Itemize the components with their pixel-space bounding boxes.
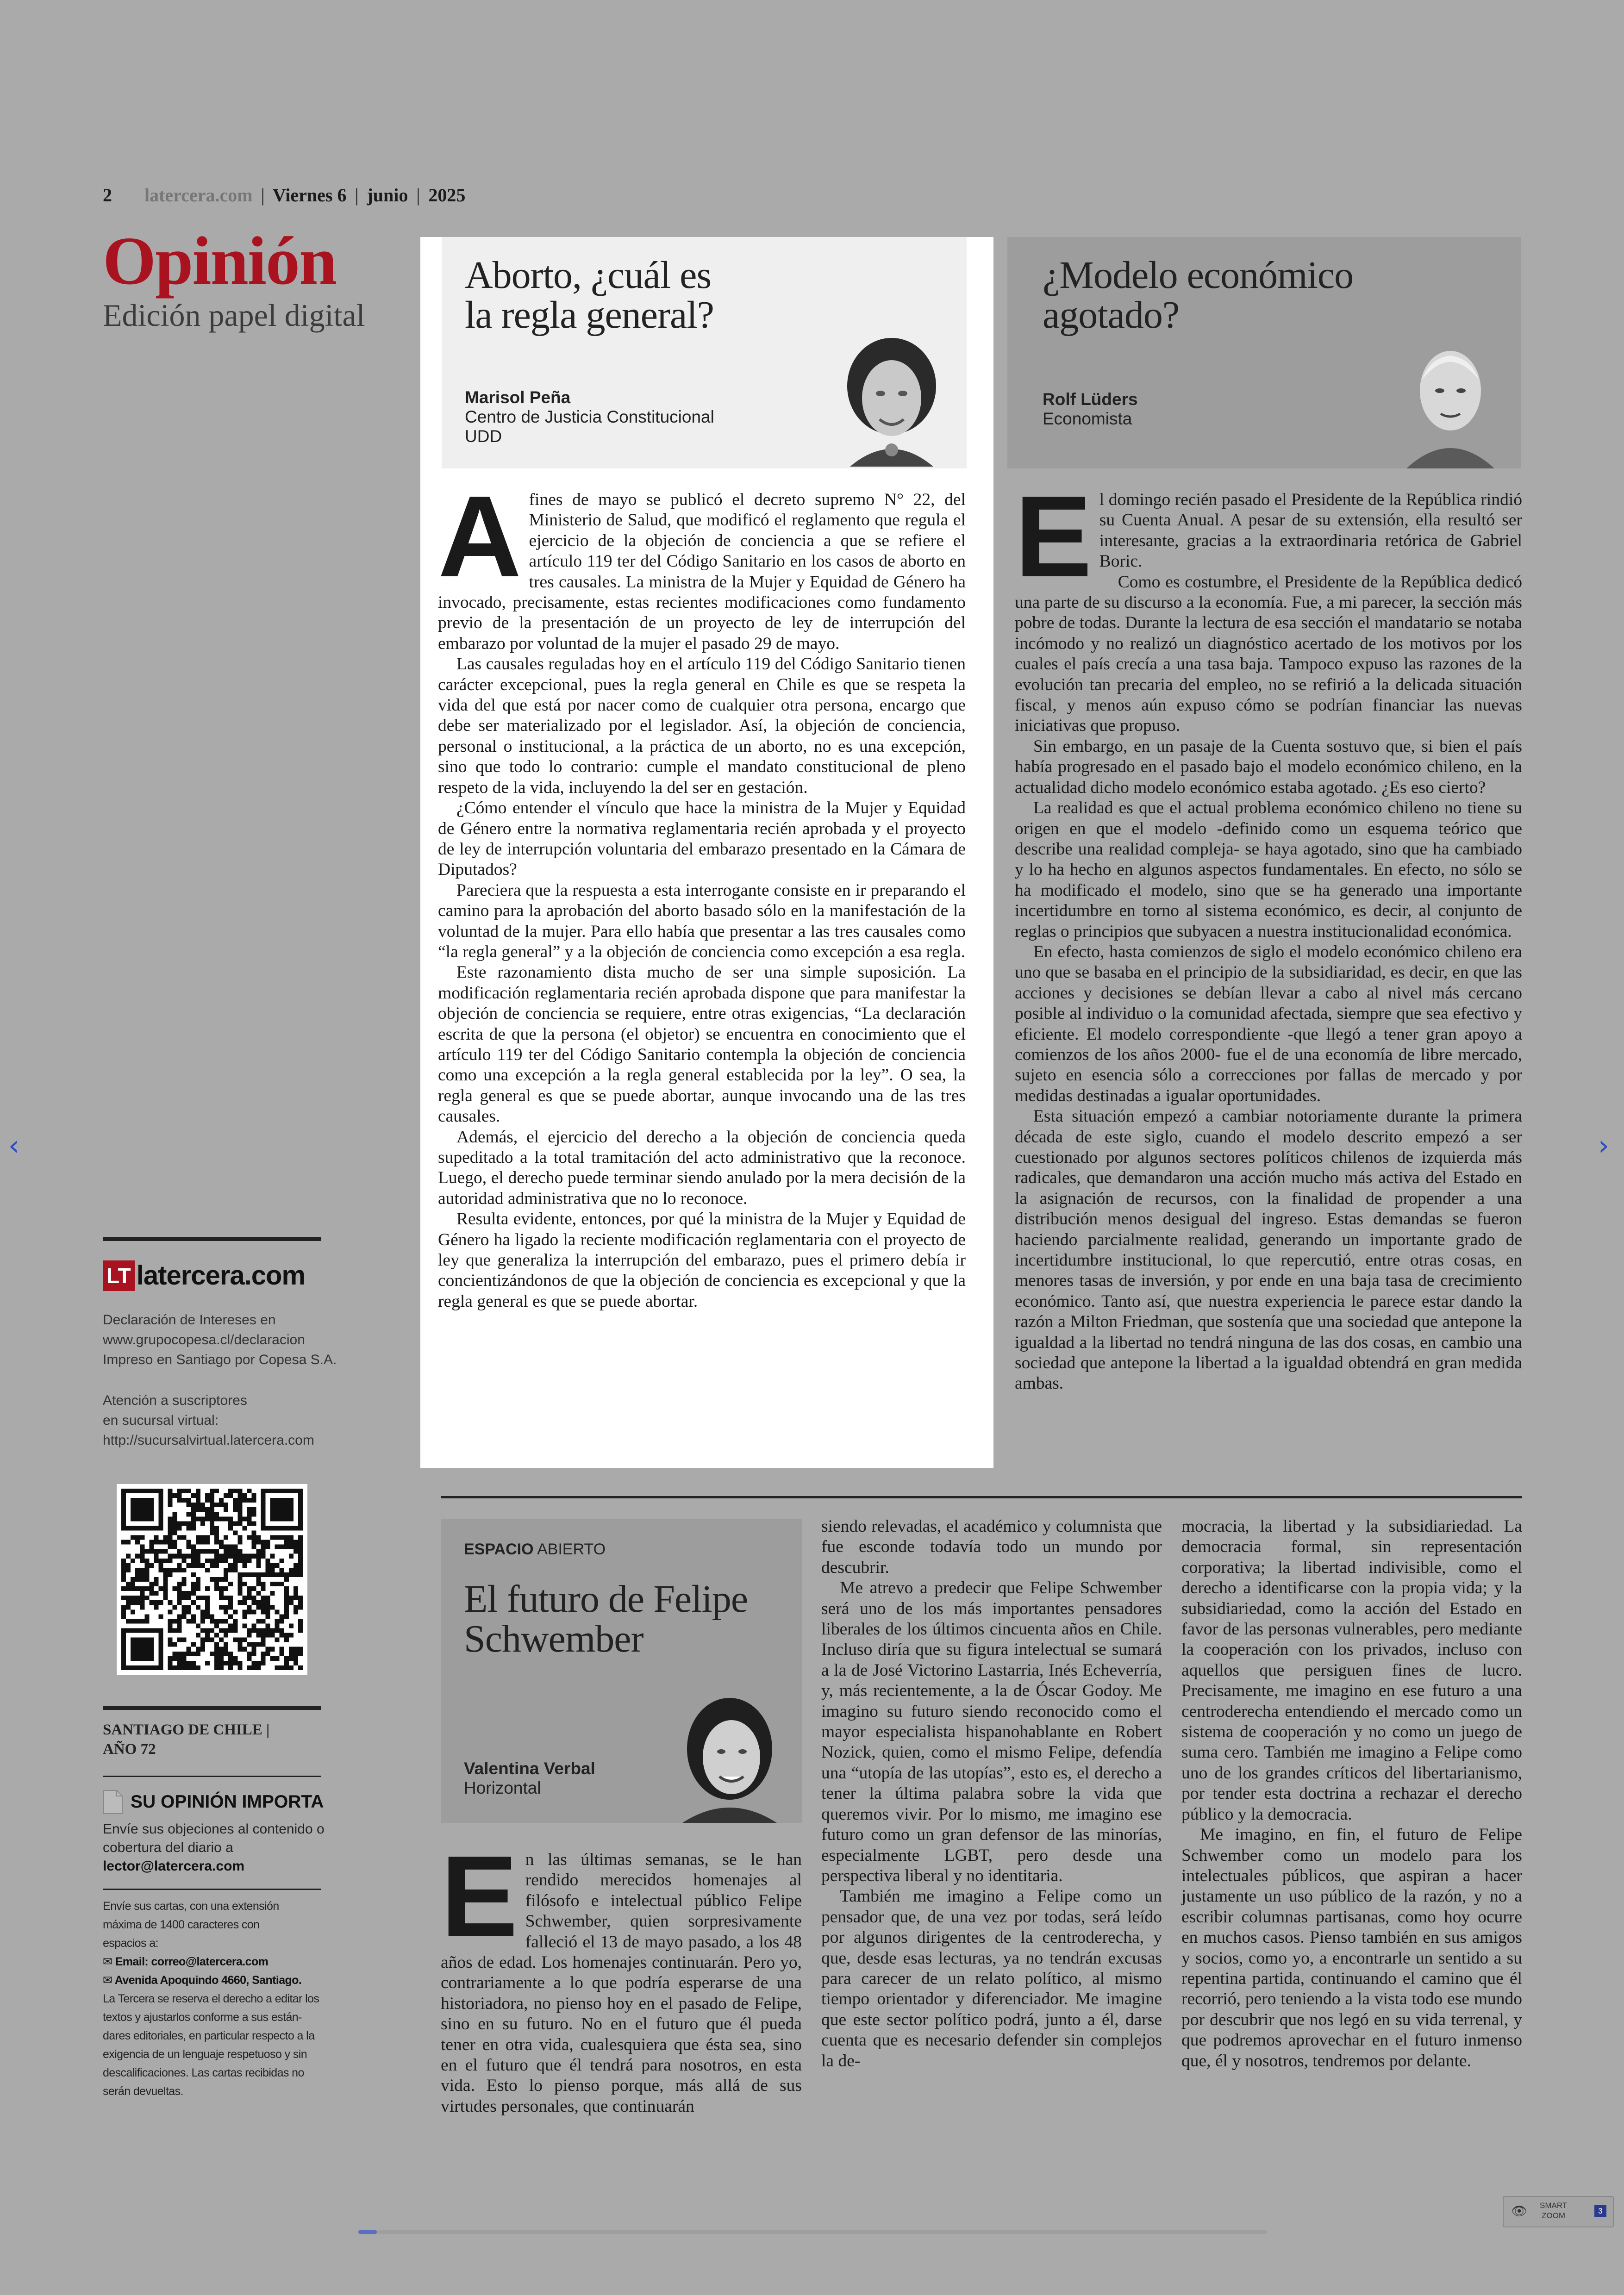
sidebar-rule-mid: [103, 1706, 321, 1710]
kicker-bold: ESPACIO: [464, 1540, 534, 1558]
paragraph: n las últimas semanas, se le han rendido merecidos homenajes al filósofo e intelectual público Felipe Schwember, quien sorpresivamente falleció el 13 de mayo pasado, a los 48 años de edad. Los homenajes continuarán. Pero yo, contrariamente a lo que podría esperarse de una historiadora, no pienso hoy en el pasado de Felipe, sino en su futuro. No en el futuro que él pueda tener en otra vida, cualesquiera que ésta sea, sino en el futuro que él tendrá para nosotros, en esta vida. Esto lo pienso porque, más allá de sus virtudes personales, que continuarán: [441, 1850, 802, 2116]
logo-text: latercera.com: [136, 1260, 306, 1291]
text-line: exigencia de un lenguaje respetuoso y sin: [103, 2048, 307, 2061]
article-aborto-body: [438, 472, 966, 1312]
email-row: [103, 1952, 319, 1971]
sidebar-logo: [103, 1260, 305, 1294]
article-felipe-role: Horizontal: [464, 1778, 541, 1797]
text-line: Impreso en Santiago por Copesa S.A.: [103, 1352, 337, 1367]
kicker-rest: ABIERTO: [537, 1540, 606, 1558]
text-line: Envíe sus objeciones al contenido o: [103, 1821, 325, 1837]
text-line: serán devueltas.: [103, 2085, 183, 2098]
header-day: Viernes 6: [272, 185, 347, 206]
sidebar-rule-bottom: [103, 1889, 321, 1890]
address-row: [103, 1971, 319, 1989]
paragraph: Sin embargo, en un pasaje de la Cuenta sostuvo que, si bien el país había progresado en el pasado bajo el modelo económico chileno, en la actualidad dicho modelo económico estaba agotado. ¿Es eso cierto?: [1015, 736, 1522, 797]
article-felipe-col-2: [821, 1516, 1162, 2071]
paragraph: En efecto, hasta comienzos de siglo el modelo económico chileno era uno que se basaba en el principio de la subsidiaridad, es decir, en que las acciones y decisiones se debían llevar a cabo al nivel más cercano posible al individuo o la comunidad afectada, siempre que sea efectivo y eficiente. El modelo correspondiente -que llegó a tener gran apoyo a comienzos de los años 2000- fue el de una economía de libre mercado, sujeto en esencia sólo a correcciones por fallas de mercado y por medidas destinadas a igualar oportunidades.: [1015, 942, 1522, 1105]
article-modelo-dropcap: E: [1015, 472, 1092, 601]
declaration-link[interactable]: www.grupocopesa.cl/declaracion: [103, 1332, 305, 1347]
article-felipe-dropcap: E: [441, 1832, 518, 1961]
envelope-icon: ✉: [103, 1974, 112, 1987]
paragraph: Esta situación empezó a cambiar notoriamente durante la primera década de este siglo, cuando el modelo descrito empezó a ser cuestionado por algunos sectores políticos chilenos de izquierda más radicales, que demandaron una acción mucho más activa del Estado en la asignación de recursos, con la finalidad de propender a una distribución menos desigual del ingreso. Estas demandas se fueron haciendo parcialmente realidad, generando un importante grado de incertidumbre institucional, lo que repercutió, entre otras cosas, en menores tasas de inversión, y por ende en una baja tasa de crecimiento económico. Tanto así, que nuestra experiencia le parece estar dando la razón a Milton Friedman, que sostenía que una sociedad que antepone la igualdad a la libertad no tendrá ninguna de las dos cosas, en cambio una sociedad que antepone la libertad a la igualdad obtendrá en gran medida ambas.: [1015, 1107, 1522, 1393]
page-header: 2 latercera.com | Viernes 6 | junio | 2025: [103, 185, 466, 206]
article-modelo-role: Economista: [1043, 409, 1132, 428]
paragraph: Me atrevo a predecir que Felipe Schwember será uno de los más importantes pensadores liberales de los últimos cincuenta años en Chile. Incluso diría que su figura intelectual se sumará a la de José Victorino Lastarria, Inés Echeverría, y, más recientemente, a la de Óscar Godoy. Me imagino su futuro siendo reconocido como el mayor especialista hispanohablante en Robert Nozick, quien, como el mismo Felipe, defendía una “utopía de las utopías”, esto es, el derecho a tener la última palabra sobre la vida que queremos vivir. Por lo mismo, me imagino ese futuro como un gran defensor de las minorías, especialmente LGBT, pero desde una perspectiva liberal y no identitaria.: [821, 1578, 1162, 1885]
text-line: máxima de 1400 caracteres con: [103, 1918, 260, 1931]
article-aborto-author: Marisol Peña: [465, 388, 571, 407]
eye-icon: 👁: [1511, 2204, 1528, 2218]
page-number: 2: [103, 185, 112, 206]
sidebar-declaration: [103, 1310, 337, 1370]
paragraph: Además, el ejercicio del derecho a la objeción de conciencia queda supeditado a la total tramitación del acto administrativo que la reconoce. Luego, el derecho puede terminar siendo anulado por la mera decisión de la autoridad administrativa que no lo reconoce.: [438, 1127, 966, 1208]
article-felipe-header: [441, 1519, 802, 1823]
page-scroll-thumb[interactable]: [358, 2230, 377, 2234]
text-line: Declaración de Intereses en: [103, 1312, 276, 1328]
author-portrait-luders: [1402, 340, 1499, 468]
address-text: Avenida Apoquindo 4660, Santiago.: [114, 1974, 302, 1987]
text-line: en sucursal virtual:: [103, 1413, 219, 1428]
paragraph: La realidad es que el actual problema económico chileno no tiene su origen en que el modelo -definido como un esquema teórico que describe una realidad compleja- se haya agotado, sino que ha cambiado y lo ha hecho en algunos aspectos fundamentales. En efecto, no sólo se ha modificado el modelo, sino que se ha generado una importante incertidumbre en torno al sistema económico, es decir, al conjunto de reglas o principios que subyacen a nuestra institucionalidad económica.: [1015, 798, 1522, 941]
article-aborto-title-2: la regla general?: [465, 293, 714, 337]
header-month: junio: [367, 185, 408, 206]
article-felipe-title-1: El futuro de Felipe: [464, 1578, 748, 1621]
opinion-text: [103, 1820, 325, 1876]
article-felipe-author: Valentina Verbal: [464, 1759, 595, 1778]
logo-mark: LT: [103, 1260, 135, 1291]
article-felipe-col-1: [441, 1832, 802, 2117]
text-line: dares editoriales, en particular respecto a la: [103, 2029, 315, 2042]
section-divider: [441, 1496, 1522, 1498]
article-modelo-title-2: agotado?: [1043, 293, 1180, 337]
year-line: AÑO 72: [103, 1741, 156, 1758]
sidebar-city: [103, 1720, 269, 1759]
text-line: descalificaciones. Las cartas recibidas no: [103, 2066, 304, 2079]
header-site: latercera.com: [144, 185, 253, 206]
article-modelo-author: Rolf Lüders: [1043, 390, 1138, 409]
email-link[interactable]: Email: correo@latercera.com: [115, 1955, 269, 1968]
section-brand: [103, 223, 365, 333]
opinion-box: [103, 1790, 324, 1815]
text-line: cobertura del diario a: [103, 1840, 233, 1855]
paragraph: mocracia, la libertad y la subsidiariedad. La democracia formal, sin representación corporativa; la libertad indivisible, como el derecho a identificarse con la propia vida; y la subsidiariedad, como la acción del Estado en favor de las personas vulnerables, pero mediante la cooperación con los privados, incluso con aquellos que persiguen fines de lucro. Precisamente, me imagino en ese futuro a una centroderecha entendiendo el mercado como un sistema de cooperación y no como un juego de suma cero. También me imagino a Felipe como uno de los grandes críticos del libertarianismo, por tender esta doctrina a rechazar el derecho público y la democracia.: [1181, 1517, 1522, 1824]
zoom-badge: 3: [1594, 2205, 1606, 2217]
document-icon: [103, 1790, 123, 1815]
text-line: textos y ajustarlos conforme a sus están-: [103, 2011, 302, 2024]
reader-email-link[interactable]: lector@latercera.com: [103, 1858, 245, 1874]
next-page-arrow[interactable]: ›: [1598, 1129, 1609, 1162]
paragraph: l domingo recién pasado el Presidente de la República rindió su Cuenta Anual. A pesar de su extensión, ella resultó ser interesante, gracias a la extraordinaria retórica de Gabriel Boric.: [1099, 490, 1522, 571]
paragraph: ¿Cómo entender el vínculo que hace la ministra de la Mujer y Equidad de Género entre la normativa reglamentaria recién aprobada y el proyecto de ley de interrupción voluntaria del embarazo presentado en la Cámara de Diputados?: [438, 798, 966, 879]
text-line: Envíe sus cartas, con una extensión: [103, 1900, 279, 1913]
text-line: Atención a suscriptores: [103, 1393, 247, 1408]
header-year: 2025: [428, 185, 466, 206]
author-portrait-pena: [841, 334, 943, 467]
author-portrait-verbal: [673, 1693, 786, 1823]
article-modelo-title-1: ¿Modelo económico: [1043, 254, 1354, 297]
paragraph: Este razonamiento dista mucho de ser una simple suposición. La modificación reglamentaria recién aprobada dispone que para manifestar la objeción de conciencia se requiere, entre otras exigencias, “La declaración escrita de que la persona (el objetor) se encuentra en conocimiento que el artículo 119 ter del Código Sanitario contempla la objeción de conciencia como una excepción a la regla general establecida por la ley”. O sea, la regla general es que se puede abortar, aunque invocando una de las tres causales.: [438, 963, 966, 1126]
section-title: Opinión: [103, 223, 337, 299]
article-felipe-title-2: Schwember: [464, 1617, 643, 1660]
previous-page-arrow[interactable]: ‹: [8, 1129, 19, 1162]
subscriber-link[interactable]: http://sucursalvirtual.latercera.com: [103, 1433, 314, 1448]
zoom-label: ZOOM: [1542, 2211, 1566, 2220]
article-modelo-body: [1015, 472, 1522, 1394]
city-line: SANTIAGO DE CHILE |: [103, 1721, 270, 1738]
smart-label: SMART: [1540, 2201, 1568, 2210]
mail-icon: ✉: [103, 1955, 112, 1968]
article-aborto-role-1: Centro de Justicia Constitucional: [465, 407, 714, 426]
letters-info: [103, 1897, 319, 2101]
article-aborto-role-2: UDD: [465, 427, 502, 446]
paragraph: También me imagino a Felipe como un pensador que, de una vez por todas, será leído por algunos dirigentes de la centroderecha, y que, desde esas lecturas, ya no tendrán excusas para carecer de un relato político, al mismo tiempo orientador y diferenciador. Me imagine que este sector político podrá, junto a él, darse cuenta que es necesario defender sin complejos la de-: [821, 1887, 1162, 2070]
opinion-title: SU OPINIÓN IMPORTA: [131, 1792, 324, 1812]
qr-code[interactable]: [117, 1484, 307, 1675]
paragraph: Pareciera que la respuesta a esta interrogante consiste en ir preparando el camino para la aprobación del aborto basado sólo en la manifestación de la voluntad de la mujer. Para ello había que presentar a las tres causales como “la regla general” y a la objeción de conciencia como excepción a esa regla.: [438, 880, 966, 961]
article-aborto-header: [442, 237, 967, 468]
article-felipe-col-3: [1181, 1516, 1522, 2071]
article-aborto-title-1: Aborto, ¿cuál es: [465, 254, 712, 297]
smart-zoom-button[interactable]: [1503, 2196, 1614, 2227]
page-scroll-track[interactable]: [358, 2230, 1268, 2234]
sidebar-rule-low: [103, 1776, 321, 1777]
article-modelo-header: [1007, 237, 1521, 468]
paragraph: Resulta evidente, entonces, por qué la ministra de la Mujer y Equidad de Género ha ligado la reciente modificación reglamentaria con el proyecto de ley que generaliza la interrupción del embarazo, pues el primero debía ir concientizándonos de que la objeción de conciencia es excepcional y que la regla general es que se puede abortar.: [438, 1210, 966, 1311]
paragraph: Las causales reguladas hoy en el artículo 119 del Código Sanitario tienen carácter excepcional, pues la regla general en Chile es que se respeta la vida del que está por nacer como de cualquier otra persona, encargo que debe ser materializado por el legislador. Así, la objeción de conciencia, personal o institucional, a la práctica de un aborto, no es una excepción, sino que todo lo contrario: cumple el mandato constitucional de pleno respeto de la vida, incluyendo la del ser en gestación.: [438, 655, 966, 797]
text-line: La Tercera se reserva el derecho a editar los: [103, 1992, 319, 2005]
paragraph: Como es costumbre, el Presidente de la República dedicó una parte de su discurso a la economía. Fue, a mi parecer, la sección más pobre de todas. Durante la lectura de esa sección el mandatario se notaba incómodo y no realizó un diagnóstico acertado de los motivos por los cuales el país crecía a una tasa baja. Tampoco expuso las razones de la evolución tan precaria del empleo, no se refirió a la delicada situación fiscal, y menos aún expuso cómo se podrían financiar las nuevas iniciativas que propuso.: [1015, 572, 1522, 736]
section-subtitle: Edición papel digital: [103, 298, 365, 333]
paragraph: siendo relevadas, el académico y columnista que fue esconde todavía todo un mundo por descubrir.: [821, 1517, 1162, 1577]
sidebar-rule-top: [103, 1237, 321, 1241]
paragraph: fines de mayo se publicó el decreto supremo N° 22, del Ministerio de Salud, que modificó el reglamento que regula el ejercicio de la objeción de conciencia a que se refiere el artículo 119 ter del Código Sanitario en los casos de aborto en tres causales. La ministra de la Mujer y Equidad de Género ha invocado, precisamente, estas recientes modificaciones como fundamento previo de la presentación de un proyecto de ley de interrupción del embarazo por voluntad de la mujer el pasado 29 de mayo.: [438, 490, 966, 653]
sidebar-subscribers: [103, 1391, 314, 1450]
article-aborto-dropcap: A: [438, 472, 522, 601]
paragraph: Me imagino, en fin, el futuro de Felipe Schwember como un modelo para los intelectuales públicos, que aspiran a hacer justamente un uso público de la razón, y no a escribir columnas partisanas, como hoy ocurre en muchos casos. Pienso también en sus amigos y socios, como yo, a encontrarle un sentido a su repentina partida, continuando el camino que él recorrió, pero teniendo a la vista todo ese mundo por descubrir que nos legó en su vida terrenal, y que podremos aprovechar en el futuro inmenso que, él y nosotros, tendremos por delante.: [1181, 1825, 1522, 2070]
text-line: espacios a:: [103, 1937, 158, 1950]
